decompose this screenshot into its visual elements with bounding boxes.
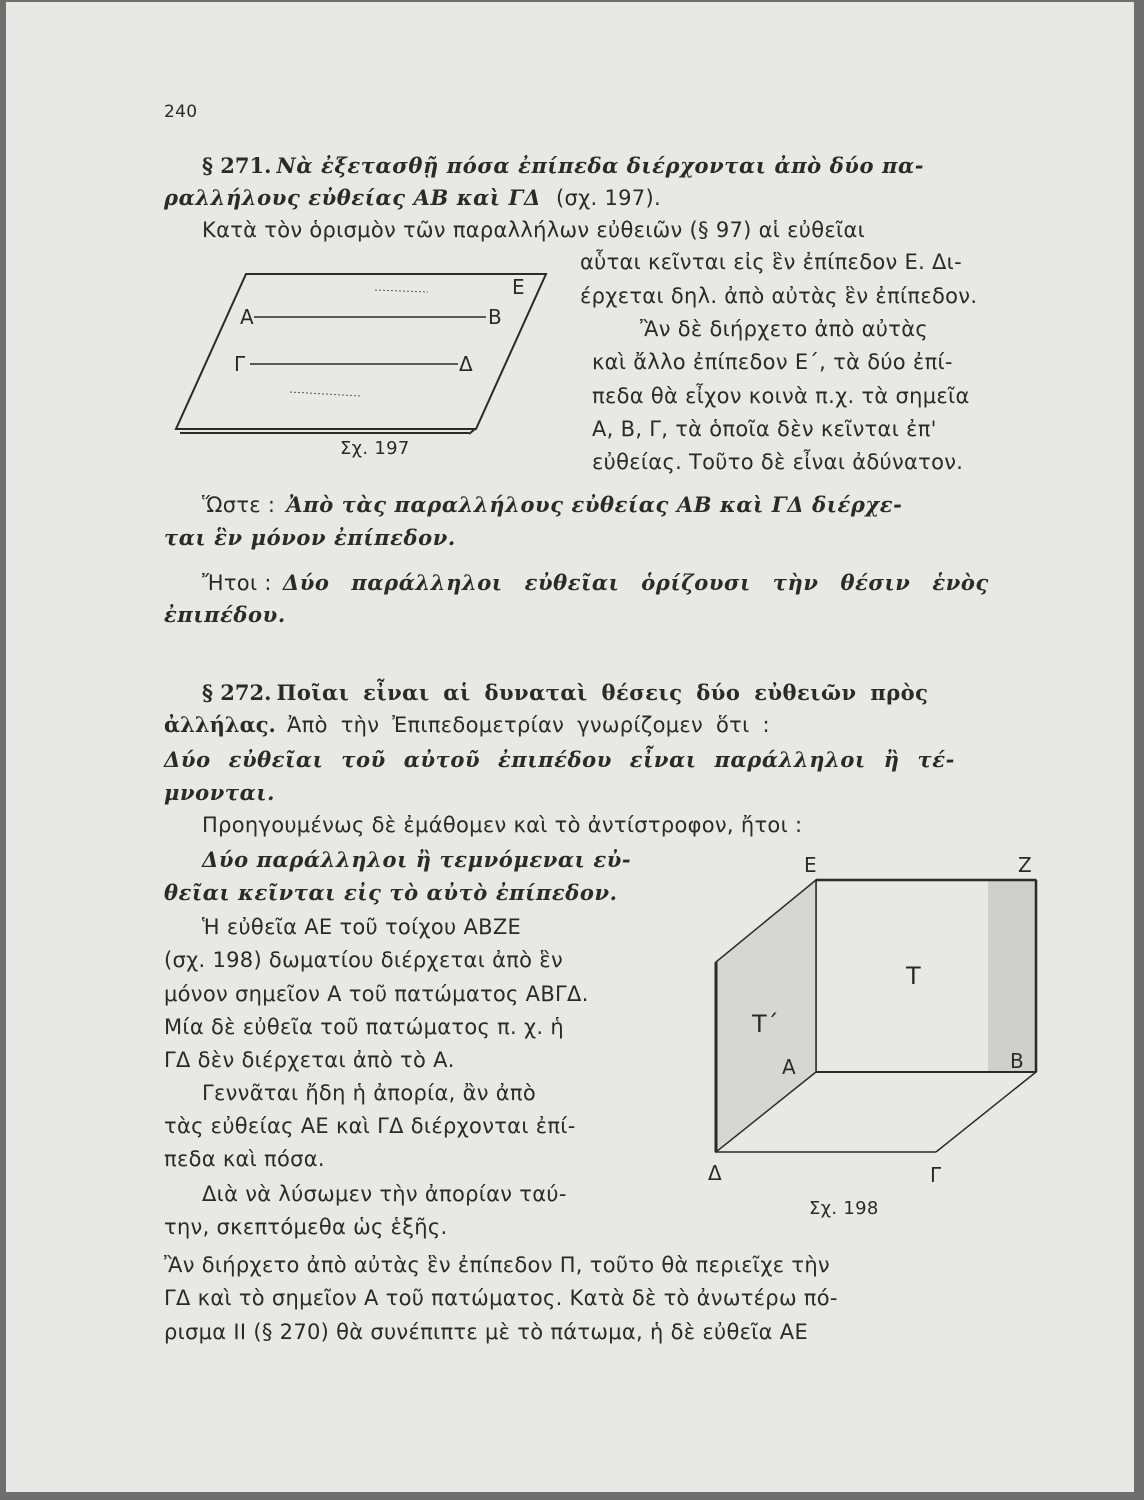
section-271-title-line2: ραλλήλους εὐθείας ΑΒ καὶ ΓΔ bbox=[164, 185, 541, 210]
paragraph-line: μόνον σημεῖον Α τοῦ πατώματος ΑΒΓΔ. bbox=[164, 982, 589, 1006]
figure-197-caption: Σχ. 197 bbox=[340, 438, 410, 459]
paragraph-line: αὗται κεῖνται εἰς ἓν ἐπίπεδον Ε. Δι- bbox=[580, 250, 962, 274]
conclusion-text: Δύο παράλληλοι εὐθεῖαι ὁρίζουσι τὴν θέσιν ἑνὸς bbox=[282, 570, 989, 595]
theorem-line: μνονται. bbox=[164, 780, 276, 805]
label-t: Τ bbox=[906, 962, 921, 990]
paragraph-line: Προηγουμένως δὲ ἐμάθομεν καὶ τὸ ἀντίστροφον, ἤτοι : bbox=[202, 813, 803, 837]
theorem-line: θεῖαι κεῖνται εἰς τὸ αὐτὸ ἐπίπεδον. bbox=[164, 880, 618, 905]
section-271-number: § 271. bbox=[202, 153, 272, 178]
shade-line bbox=[375, 290, 428, 292]
theorem-line: Δύο παράλληλοι ἢ τεμνόμεναι εὐ- bbox=[202, 847, 632, 872]
paragraph-line: εὐθείας. Τοῦτο δὲ εἶναι ἀδύνατον. bbox=[592, 450, 964, 474]
section-272-title-line1: Ποῖαι εἶναι αἱ δυναταὶ θέσεις δύο εὐθειῶν πρὸς bbox=[276, 680, 929, 705]
conclusion-text: Ἀπὸ τὰς παραλλήλους εὐθείας ΑΒ καὶ ΓΔ διέρχε- bbox=[286, 492, 903, 517]
paragraph-line: τὰς εὐθείας ΑΕ καὶ ΓΔ διέρχονται ἐπί- bbox=[164, 1114, 576, 1138]
wall-shading bbox=[988, 880, 1036, 1072]
label-b: Β bbox=[1010, 1049, 1024, 1073]
paragraph-line: πεδα καὶ πόσα. bbox=[164, 1147, 325, 1171]
label-d: Δ bbox=[708, 1161, 722, 1185]
conclusion-text-line2: ται ἓν μόνον ἐπίπεδον. bbox=[164, 525, 456, 550]
label-e: Ε bbox=[804, 853, 817, 877]
paragraph-line: Ἂν διήρχετο ἀπὸ αὐτὰς ἓν ἐπίπεδον Π, τοῦτο θὰ περιεῖχε τὴν bbox=[164, 1253, 830, 1277]
conclusion-lead: Ὥστε : bbox=[202, 493, 276, 517]
label-g: Γ bbox=[234, 352, 246, 376]
label-a: Α bbox=[240, 305, 254, 329]
label-g: Γ bbox=[930, 1163, 942, 1187]
paragraph-line: την, σκεπτόμεθα ὡς ἑξῆς. bbox=[164, 1215, 448, 1239]
conclusion-text-line2: ἐπιπέδου. bbox=[164, 602, 286, 627]
paragraph-line: Διὰ νὰ λύσωμεν τὴν ἀπορίαν ταύ- bbox=[202, 1182, 567, 1206]
section-272-heading bbox=[202, 680, 928, 705]
paragraph-line: Ἂν δὲ διήρχετο ἀπὸ αὐτὰς bbox=[640, 317, 928, 341]
section-271-heading-line2 bbox=[164, 185, 661, 210]
section-271-heading bbox=[202, 153, 924, 178]
paragraph-line: Ἀπὸ τὴν Ἐπιπεδομετρίαν γνωρίζομεν ὅτι : bbox=[286, 713, 770, 737]
paragraph-line: Α, Β, Γ, τὰ ὁποῖα δὲν κεῖνται ἐπ' bbox=[592, 417, 937, 441]
book-page bbox=[6, 2, 1134, 1492]
label-z: Ζ bbox=[1018, 853, 1032, 877]
section-272-heading-line2 bbox=[164, 712, 770, 737]
figure-198-caption: Σχ. 198 bbox=[809, 1198, 879, 1219]
figure-198 bbox=[696, 852, 1066, 1212]
section-271-title-line1: Νὰ ἐξετασθῇ πόσα ἐπίπεδα διέρχονται ἀπὸ δύο πα- bbox=[276, 153, 925, 178]
edge-gb bbox=[936, 1072, 1036, 1152]
figure-197 bbox=[166, 264, 566, 464]
section-272-number: § 272. bbox=[202, 680, 272, 705]
plane-e bbox=[176, 274, 546, 429]
paragraph-line: Γεννᾶται ἤδη ἡ ἀπορία, ἂν ἀπὸ bbox=[202, 1081, 536, 1105]
section-272-title-line2: ἀλλήλας. bbox=[164, 712, 276, 737]
paragraph-line: Κατὰ τὸν ὁρισμὸν τῶν παραλλήλων εὐθειῶν (§ 97) αἱ εὐθεῖαι bbox=[202, 218, 865, 242]
paragraph-line: ΓΔ δὲν διέρχεται ἀπὸ τὸ Α. bbox=[164, 1048, 455, 1072]
theorem-line: Δύο εὐθεῖαι τοῦ αὐτοῦ ἐπιπέδου εἶναι παράλληλοι ἢ τέ- bbox=[164, 747, 955, 772]
paragraph-line: ρισμα ΙΙ (§ 270) θὰ συνέπιπτε μὲ τὸ πάτωμα, ἡ δὲ εὐθεῖα ΑΕ bbox=[164, 1320, 809, 1344]
conclusion-lead: Ἤτοι : bbox=[202, 571, 272, 595]
page-number: 240 bbox=[164, 102, 198, 122]
paragraph-line: (σχ. 198) δωματίου διέρχεται ἀπὸ ἓν bbox=[164, 948, 563, 972]
conclusion-1 bbox=[202, 492, 902, 517]
paragraph-line: ΓΔ καὶ τὸ σημεῖον Α τοῦ πατώματος. Κατὰ δὲ τὸ ἀνωτέρω πό- bbox=[164, 1286, 838, 1310]
figure-reference: (σχ. 197). bbox=[556, 186, 661, 210]
label-b: Β bbox=[488, 305, 502, 329]
conclusion-2 bbox=[202, 570, 989, 595]
label-e: Ε bbox=[512, 275, 525, 299]
label-d: Δ bbox=[459, 352, 473, 376]
label-t-prime: Τ΄ bbox=[752, 1010, 779, 1038]
paragraph-line: Ἡ εὐθεῖα ΑΕ τοῦ τοίχου ΑΒΖΕ bbox=[202, 915, 522, 939]
paragraph-line: καὶ ἄλλο ἐπίπεδον Ε΄, τὰ δύο ἐπί- bbox=[592, 350, 953, 374]
paragraph-line: έρχεται δηλ. ἀπὸ αὐτὰς ἓν ἐπίπεδον. bbox=[580, 284, 978, 308]
label-a: Α bbox=[782, 1055, 796, 1079]
shade-line bbox=[290, 392, 360, 396]
paragraph-line: Μία δὲ εὐθεῖα τοῦ πατώματος π. χ. ἡ bbox=[164, 1015, 564, 1039]
paragraph-line: πεδα θὰ εἶχον κοινὰ π.χ. τὰ σημεῖα bbox=[592, 384, 970, 408]
